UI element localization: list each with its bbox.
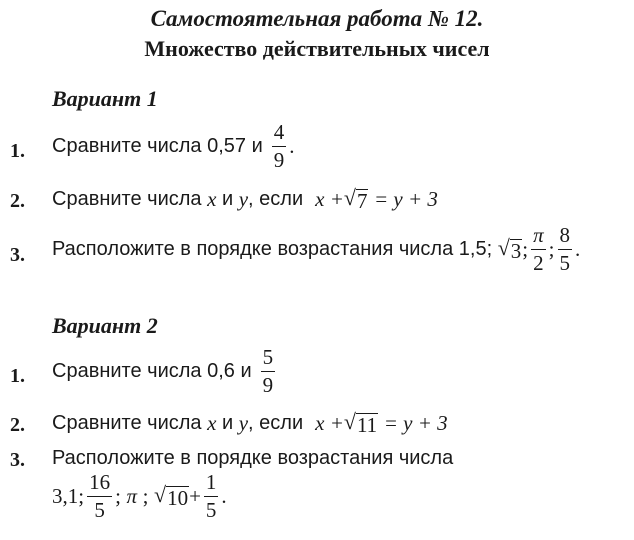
radicand: 7 bbox=[356, 189, 368, 213]
radicand: 11 bbox=[356, 413, 378, 437]
worksheet-subtitle: Множество действительных чисел bbox=[144, 36, 490, 61]
condition-text: , если bbox=[248, 188, 304, 211]
v2-task-3-text: Расположите в порядке возрастания числа bbox=[52, 447, 454, 469]
var-x: x bbox=[207, 187, 217, 212]
variant-2-heading: Вариант 2 bbox=[52, 313, 158, 338]
fraction-numerator: 16 bbox=[87, 472, 112, 497]
period: . bbox=[575, 237, 581, 261]
var-x: x bbox=[207, 411, 217, 436]
expr-right: = y + 3 bbox=[374, 187, 438, 212]
separator: ; bbox=[115, 484, 121, 508]
v1-task-2 bbox=[52, 187, 438, 212]
condition-text: , если bbox=[248, 412, 304, 435]
eight-fifths bbox=[558, 225, 573, 274]
v2-task-3-number: 3. bbox=[10, 449, 25, 471]
expr-left: x + bbox=[315, 187, 344, 212]
period: . bbox=[221, 484, 227, 508]
v2-task-1 bbox=[52, 347, 278, 396]
pi-over-2 bbox=[531, 225, 546, 274]
v1-task-3-number: 3. bbox=[10, 244, 25, 266]
sqrt-3: √ 3 bbox=[497, 234, 522, 263]
fraction-denominator: 5 bbox=[94, 498, 105, 522]
conj-and: и bbox=[221, 188, 234, 211]
radicand: 10 bbox=[167, 485, 189, 510]
fraction-numerator: 1 bbox=[204, 472, 219, 497]
separator: ; bbox=[548, 237, 555, 261]
separator: ; bbox=[142, 484, 149, 508]
v1-task-2-text: Сравните числа bbox=[52, 188, 202, 211]
plus-sign: + bbox=[189, 484, 201, 508]
v2-task-2-number: 2. bbox=[10, 414, 25, 436]
v2-task-3-numbers bbox=[52, 472, 227, 521]
fraction-denominator: 5 bbox=[559, 251, 570, 275]
v2-task-2 bbox=[52, 411, 448, 436]
variant-1-heading: Вариант 1 bbox=[52, 86, 158, 111]
v1-task-1 bbox=[52, 122, 295, 171]
fraction-denominator: 9 bbox=[273, 148, 285, 172]
v1-task-1-fraction bbox=[272, 122, 287, 171]
v2-task-1-text: Сравните числа 0,6 и bbox=[52, 360, 252, 382]
one-fifth bbox=[204, 472, 219, 521]
conj-and: и bbox=[221, 412, 234, 435]
fraction-numerator: 5 bbox=[261, 347, 276, 372]
fraction-denominator: 5 bbox=[205, 498, 217, 522]
separator: ; bbox=[522, 237, 529, 261]
v1-task-3-text: Расположите в порядке возрастания числа 1,5; bbox=[52, 238, 493, 260]
number-3-1: 3,1; bbox=[52, 484, 85, 508]
v1-task-3 bbox=[52, 225, 580, 274]
v2-task-2-text: Сравните числа bbox=[52, 412, 202, 435]
sqrt-11: √ 11 bbox=[343, 409, 378, 437]
sqrt-10: √ 10 bbox=[154, 481, 189, 510]
var-y: y bbox=[238, 411, 249, 436]
fraction-numerator: 8 bbox=[558, 225, 573, 250]
v2-task-1-fraction bbox=[261, 347, 276, 396]
v2-task-3 bbox=[52, 447, 453, 470]
pi-symbol: π bbox=[126, 484, 138, 508]
fraction-denominator: 9 bbox=[262, 373, 274, 397]
sixteen-fifths bbox=[87, 472, 112, 521]
var-y: y bbox=[238, 187, 249, 212]
v1-task-1-text: Сравните числа 0,57 и bbox=[52, 135, 263, 157]
radicand: 3 bbox=[510, 238, 522, 263]
sqrt-7: √ 7 bbox=[343, 185, 368, 213]
expr-left: x + bbox=[315, 411, 344, 436]
fraction-numerator: π bbox=[531, 225, 546, 250]
fraction-numerator: 4 bbox=[272, 122, 287, 147]
period: . bbox=[289, 134, 295, 158]
v1-task-2-number: 2. bbox=[10, 190, 25, 212]
worksheet-title: Самостоятельная работа № 12. bbox=[150, 6, 484, 31]
v2-task-1-number: 1. bbox=[10, 365, 25, 387]
fraction-denominator: 2 bbox=[533, 251, 544, 275]
v1-task-1-number: 1. bbox=[10, 140, 25, 162]
expr-right: = y + 3 bbox=[383, 411, 448, 436]
